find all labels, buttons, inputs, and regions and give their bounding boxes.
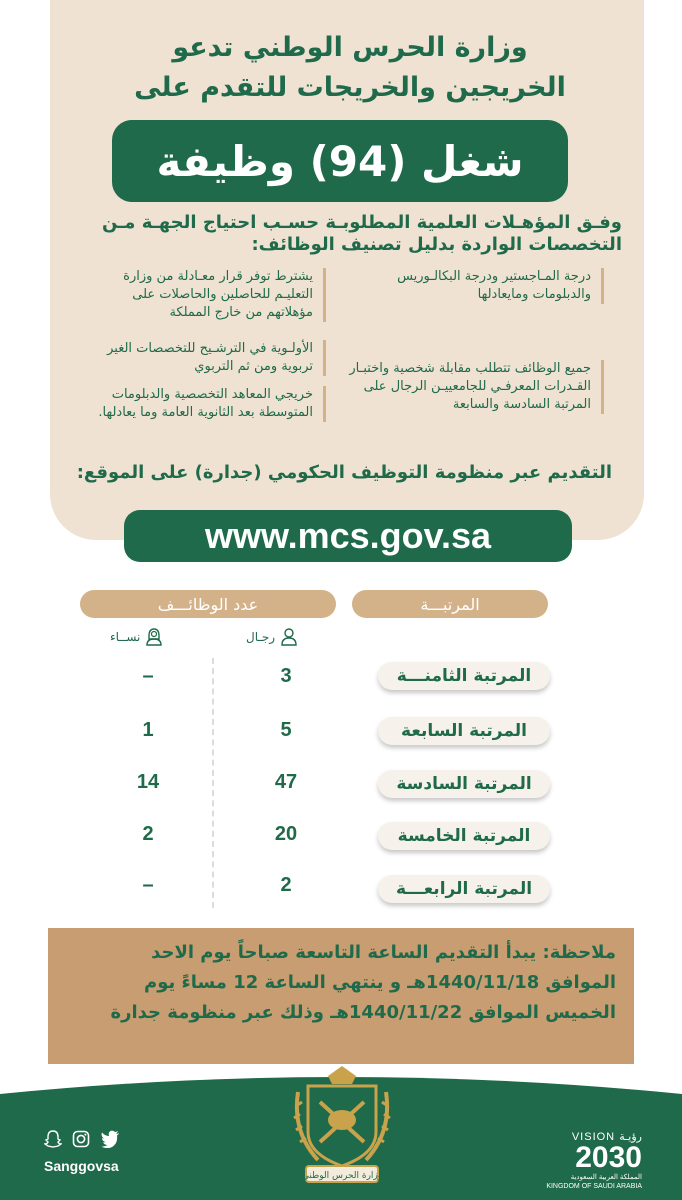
women-count-row-5: 2	[142, 823, 154, 845]
vision-label: VISION رؤيـة	[571, 1131, 642, 1143]
men-count-row-8: 3	[280, 665, 292, 687]
man-icon	[281, 628, 297, 646]
intro-line2: التخصصات الواردة بدليل تصنيف الوظائف:	[251, 234, 622, 255]
note-line3: الخميس الموافق 1440/11/22هـ وذلك عبر منظومة جدارة	[110, 1002, 616, 1023]
headline	[70, 28, 630, 108]
condition-priority: الأولـوية في الترشـيح للتخصصات الغير تربوية ومن ثم التربوي	[84, 340, 326, 376]
rank-header: المرتبـــة	[352, 590, 548, 618]
twitter-icon[interactable]	[100, 1130, 120, 1148]
note-line1: ملاحظة: يبدأ التقديم الساعة التاسعة صباحاً يوم الاحد	[151, 942, 616, 963]
men-count-row-6: 47	[274, 771, 298, 793]
jobs-banner-text: شغل (94) وظيفة	[156, 136, 524, 186]
column-divider	[212, 658, 214, 908]
condition-degrees: درجة المـاجستير ودرجة البكالـوريس والدبلومات ومايعادلها	[340, 268, 604, 304]
men-count-row-7: 5	[280, 719, 292, 741]
rank-row-6: المرتبة السادسة	[378, 770, 550, 798]
emblem-caption: وزارة الحرس الوطني	[301, 1171, 383, 1181]
women-count-row-8: –	[142, 665, 154, 687]
women-count-row-4: –	[142, 874, 154, 896]
rank-row-8: المرتبة الثامنـــة	[378, 662, 550, 690]
jobs-banner	[112, 120, 568, 202]
women-column-header	[110, 628, 162, 646]
intro-line1: وفـق المؤهـلات العلمية المطلوبـة حسـب احتياج الجهـة مـن	[101, 212, 622, 233]
men-count-row-5: 20	[274, 823, 298, 845]
vision-kingdom-en: KINGDOM OF SAUDI ARABIA	[546, 1183, 642, 1190]
apply-instructions: التقديم عبر منظومة التوظيف الحكومي (جدارة) على الموقع:	[76, 462, 612, 483]
social-links	[44, 1130, 120, 1148]
vision-year: 2030	[575, 1141, 642, 1174]
ministry-emblem	[288, 1062, 396, 1186]
condition-institutes: خريجي المعاهد التخصصية والدبلومات المتوسطة بعد الثانوية العامة وما يعادلها.	[84, 386, 326, 422]
vision-kingdom-ar: المملكة العربية السعودية	[570, 1174, 642, 1181]
vision-2030-logo	[530, 1130, 642, 1191]
rank-row-5: المرتبة الخامسة	[378, 822, 550, 850]
women-count-row-6: 14	[136, 771, 160, 793]
headline-line2: الخريجين والخريجات للتقدم على	[134, 72, 566, 103]
headline-line1: وزارة الحرس الوطني تدعو	[172, 32, 528, 63]
instagram-icon[interactable]	[72, 1130, 90, 1148]
women-count-row-7: 1	[142, 719, 154, 741]
condition-interview: جميع الوظائف تتطلب مقابلة شخصية واختبـار القـدرات المعرفـي للجامعييـن الرجال على المرتبة السادسة والسابعة	[340, 360, 604, 414]
men-column-header	[246, 628, 297, 646]
website-link[interactable]	[124, 510, 572, 562]
condition-equivalency: يشترط توفر قرار معـادلة من وزارة التعليـم للحاصلين والحاصلات على مؤهلاتهم من خارج المملكة	[84, 268, 326, 322]
website-url[interactable]: www.mcs.gov.sa	[204, 515, 492, 556]
men-count-row-4: 2	[280, 874, 292, 896]
men-label: رجـال	[246, 630, 276, 644]
qualifications-intro	[70, 212, 622, 256]
snapchat-icon[interactable]	[44, 1130, 62, 1148]
social-handle: Sanggovsa	[44, 1158, 119, 1174]
rank-row-4: المرتبة الرابعـــة	[378, 875, 550, 903]
job-count-header: عدد الوظائـــف	[80, 590, 336, 618]
note-line2: الموافق 1440/11/18هـ و ينتهي الساعة 12 مساءً يوم	[144, 972, 616, 993]
woman-icon	[146, 628, 162, 646]
rank-row-7: المرتبة السابعة	[378, 717, 550, 745]
application-note	[48, 928, 634, 1064]
women-label: نســاء	[110, 630, 141, 644]
